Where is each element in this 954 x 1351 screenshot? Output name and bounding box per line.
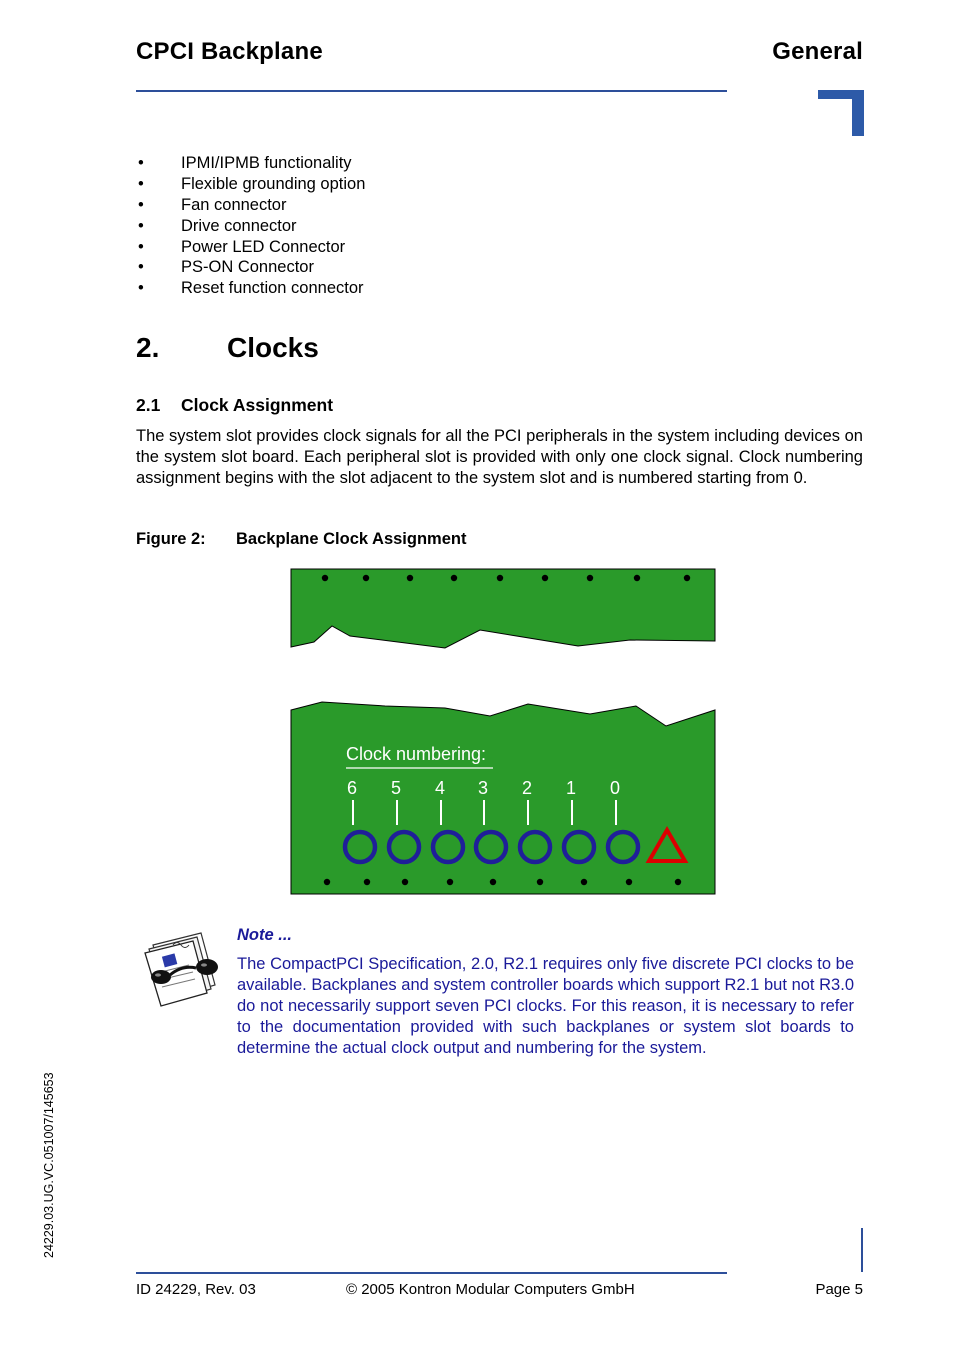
subsection-title: Clock Assignment (181, 395, 334, 415)
figure-number: Figure 2: (136, 530, 206, 548)
mounting-hole (497, 575, 503, 581)
clock-number-label: 5 (390, 778, 402, 798)
corner-mark-bottom (861, 1228, 863, 1272)
clock-number-label: 1 (565, 778, 577, 798)
corner-mark-top-vertical (852, 90, 864, 136)
footer-rule (136, 1272, 727, 1274)
list-item: • Fan connector (136, 195, 536, 216)
mounting-hole (542, 575, 548, 581)
section-heading (136, 332, 319, 364)
mounting-hole (322, 575, 328, 581)
mounting-hole (402, 879, 408, 885)
clock-number-label: 3 (477, 778, 489, 798)
mounting-hole (451, 575, 457, 581)
mounting-hole (490, 879, 496, 885)
backplane-board-upper (291, 569, 715, 648)
mounting-hole (537, 879, 543, 885)
figure-caption (136, 530, 466, 549)
list-item: • IPMI/IPMB functionality (136, 153, 536, 174)
header-section: General (772, 38, 863, 65)
backplane-board-lower (291, 702, 715, 894)
mounting-hole (626, 879, 632, 885)
list-item: • Power LED Connector (136, 237, 536, 258)
mounting-hole (363, 575, 369, 581)
note-text: The CompactPCI Specification, 2.0, R2.1 requires only five discrete PCI clocks to be available. Backplanes and system controller boards which support R2.1 but not R3.0 do not necessarily support seven PCI clocks. For this reason, it is necessary to refer to the documentation provided with such backplanes or system slot boards to determine the actual clock output and numbering for the system. (237, 955, 854, 1057)
clock-number-label: 0 (609, 778, 621, 798)
subsection-heading (136, 395, 333, 416)
clock-number-label: 6 (346, 778, 358, 798)
note-title: Note ... (237, 926, 293, 944)
footer-document-id: ID 24229, Rev. 03 (136, 1281, 256, 1298)
header-title: CPCI Backplane (136, 38, 323, 65)
mounting-hole (587, 575, 593, 581)
footer-copyright: © 2005 Kontron Modular Computers GmbH (346, 1281, 635, 1298)
subsection-number: 2.1 (136, 395, 161, 415)
clock-number-label: 4 (434, 778, 446, 798)
mounting-hole (324, 879, 330, 885)
mounting-hole (675, 879, 681, 885)
mounting-hole (634, 575, 640, 581)
footer-page-number: Page 5 (815, 1281, 863, 1298)
body-paragraph: The system slot provides clock signals for all the PCI peripherals in the system including devices on the system slot board. Each peripheral slot is provided with only one clock signal. Clock numbering assignment begins with the slot adjacent to the system slot and is numbered starting from 0. (136, 427, 863, 487)
list-item: • Flexible grounding option (136, 174, 536, 195)
mounting-hole (684, 575, 690, 581)
clock-numbering-label: Clock numbering: (346, 744, 487, 764)
note-reading-glasses-icon (143, 927, 223, 1007)
figure-title: Backplane Clock Assignment (236, 530, 467, 548)
list-item: • Reset function connector (136, 278, 536, 299)
header-rule (136, 90, 727, 92)
list-item: • PS-ON Connector (136, 257, 536, 278)
clock-number-label: 2 (521, 778, 533, 798)
list-item: • Drive connector (136, 216, 536, 237)
mounting-hole (581, 879, 587, 885)
document-code: 24229.03.UG.VC.051007/145653 (42, 1072, 56, 1258)
feature-list (136, 153, 536, 299)
mounting-hole (407, 575, 413, 581)
section-title: Clocks (227, 332, 319, 363)
section-number: 2. (136, 332, 160, 363)
backplane-clock-diagram (290, 568, 716, 896)
mounting-hole (447, 879, 453, 885)
mounting-hole (364, 879, 370, 885)
